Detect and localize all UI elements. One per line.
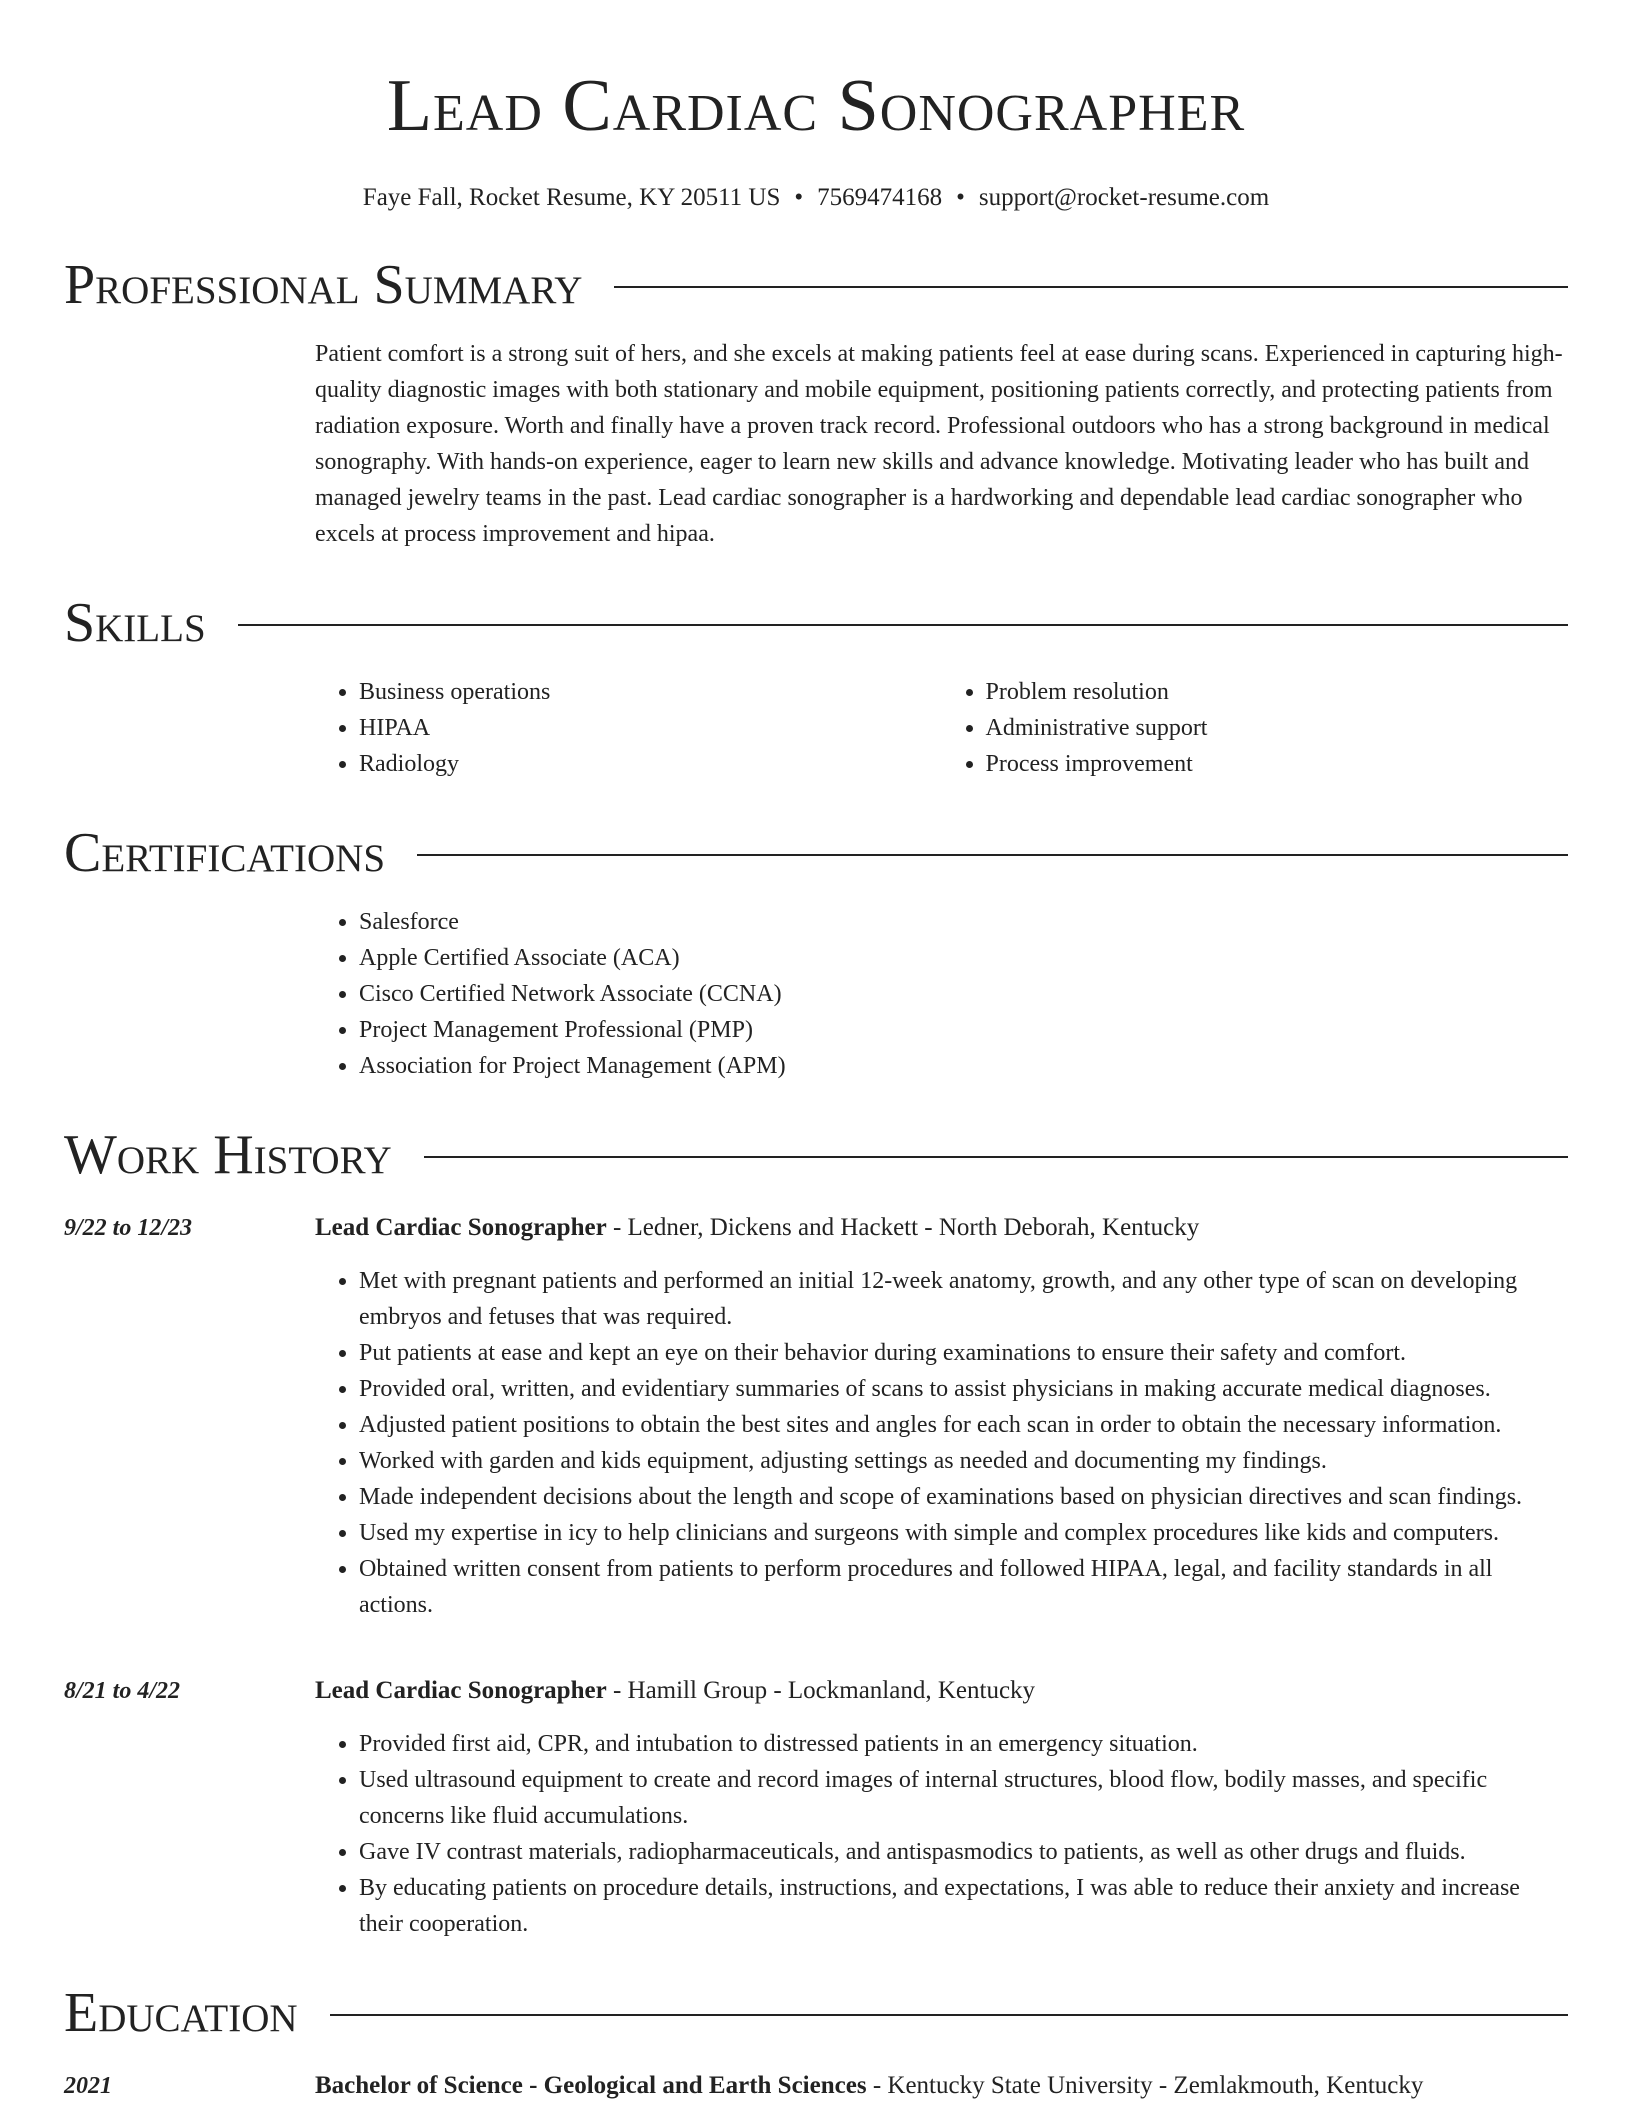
- skills-heading: Skills: [64, 592, 206, 654]
- job-bullet: • Put patients at ease and kept an eye on their behavior during examinations to ensure their safety and comfort.: [359, 1335, 1568, 1371]
- education-degree: Bachelor of Science - Geological and Earth Sciences: [315, 2072, 867, 2099]
- job-title: Lead Cardiac Sonographer: [315, 1214, 607, 1241]
- job-role: [315, 1210, 1568, 1246]
- job-dates: 9/22 to 12/23: [64, 1215, 193, 1241]
- job-bullet: • Gave IV contrast materials, radiopharmaceuticals, and antispasmodics to patients, as well as other drugs and fluids.: [359, 1834, 1568, 1870]
- job-entry: [64, 1210, 1568, 1623]
- certifications-list: [315, 904, 1568, 1084]
- certification-item: • Apple Certified Associate (ACA): [359, 940, 1568, 976]
- skills-list: [315, 674, 1568, 782]
- contact-address: Faye Fall, Rocket Resume, KY 20511 US: [362, 184, 781, 211]
- job-bullet: • Obtained written consent from patients to perform procedures and followed HIPAA, legal, and facility standards in all actions.: [359, 1551, 1568, 1623]
- job-dates: 8/21 to 4/22: [64, 1678, 181, 1704]
- education-heading: Education: [64, 1982, 298, 2044]
- job-bullets: [315, 1263, 1568, 1623]
- job-role: [315, 1673, 1568, 1709]
- job-bullet: • Used ultrasound equipment to create and record images of internal structures, blood flow, bodily masses, and specific concerns like fluid accumulations.: [359, 1762, 1568, 1834]
- section-divider: [614, 286, 1568, 288]
- work-section-header: [64, 1122, 1568, 1188]
- section-divider: [238, 624, 1568, 626]
- skill-item: • Administrative support: [986, 710, 1569, 746]
- job-bullet: • Used my expertise in icy to help clinicians and surgeons with simple and complex procedures like kids and computers.: [359, 1515, 1568, 1551]
- skills-column-right: [942, 674, 1569, 782]
- skill-item: • Process improvement: [986, 746, 1569, 782]
- job-content: [315, 1210, 1568, 1623]
- contact-phone: 7569474168: [817, 184, 943, 211]
- summary-section-header: [64, 252, 1568, 318]
- education-content: [315, 2068, 1568, 2104]
- job-bullet: • By educating patients on procedure details, instructions, and expectations, I was able to reduce their anxiety and increase their cooperation.: [359, 1870, 1568, 1942]
- section-divider: [330, 2014, 1568, 2016]
- contact-email: support@rocket-resume.com: [978, 184, 1270, 211]
- job-title: Lead Cardiac Sonographer: [315, 1677, 607, 1704]
- certification-item: • Association for Project Management (APM): [359, 1048, 1568, 1084]
- job-content: [315, 1673, 1568, 1942]
- summary-heading: Professional Summary: [64, 254, 583, 316]
- job-bullet: • Provided oral, written, and evidentiary summaries of scans to assist physicians in making accurate medical diagnoses.: [359, 1371, 1568, 1407]
- certification-item: • Cisco Certified Network Associate (CCNA): [359, 976, 1568, 1012]
- job-employer: - Ledner, Dickens and Hackett - North Deborah, Kentucky: [606, 1214, 1200, 1241]
- education-school: - Kentucky State University - Zemlakmouth, Kentucky: [866, 2072, 1424, 2099]
- skill-item: • Problem resolution: [986, 674, 1569, 710]
- job-employer: - Hamill Group - Lockmanland, Kentucky: [606, 1677, 1036, 1704]
- section-divider: [417, 854, 1568, 856]
- contact-separator: •: [956, 184, 965, 211]
- job-bullet: • Worked with garden and kids equipment, adjusting settings as needed and documenting my findings.: [359, 1443, 1568, 1479]
- job-entry: [64, 1673, 1568, 1942]
- skills-column-left: [315, 674, 942, 782]
- education-section-header: [64, 1980, 1568, 2046]
- certification-item: • Project Management Professional (PMP): [359, 1012, 1568, 1048]
- job-bullet: • Met with pregnant patients and performed an initial 12-week anatomy, growth, and any other type of scan on developing embryos and fetuses that was required.: [359, 1263, 1568, 1335]
- certifications-section-header: [64, 820, 1568, 886]
- contact-line: [64, 182, 1568, 214]
- summary-text: Patient comfort is a strong suit of hers, and she excels at making patients feel at ease during scans. Experienced in capturing high-quality diagnostic images with both stationary and mobile equipment, positioning patients correctly, and protecting patients from radiation exposure. Worth and finally have a proven track record. Professional outdoors who has a strong background in medical sonography. With hands-on experience, eager to learn new skills and advance knowledge. Motivating leader who has built and managed jewelry teams in the past. Lead cardiac sonographer is a hardworking and dependable lead cardiac sonographer who excels at process improvement and hipaa.: [315, 341, 1563, 547]
- skill-item: • HIPAA: [359, 710, 942, 746]
- job-bullet: • Made independent decisions about the length and scope of examinations based on physician directives and scan findings.: [359, 1479, 1568, 1515]
- certifications-heading: Certifications: [64, 822, 386, 884]
- contact-separator: •: [794, 184, 804, 211]
- skill-item: • Business operations: [359, 674, 942, 710]
- page-title: Lead Cardiac Sonographer: [386, 65, 1246, 147]
- job-bullets: [315, 1726, 1568, 1942]
- skills-section-header: [64, 590, 1568, 656]
- section-divider: [424, 1156, 1568, 1158]
- education-entry: [64, 2068, 1568, 2104]
- education-degree-line: [315, 2068, 1568, 2104]
- work-heading: Work History: [64, 1124, 392, 1186]
- job-bullet: • Provided first aid, CPR, and intubation to distressed patients in an emergency situation.: [359, 1726, 1568, 1762]
- skill-item: • Radiology: [359, 746, 942, 782]
- certification-item: • Salesforce: [359, 904, 1568, 940]
- job-bullet: • Adjusted patient positions to obtain the best sites and angles for each scan in order to obtain the necessary information.: [359, 1407, 1568, 1443]
- education-year: 2021: [64, 2073, 112, 2099]
